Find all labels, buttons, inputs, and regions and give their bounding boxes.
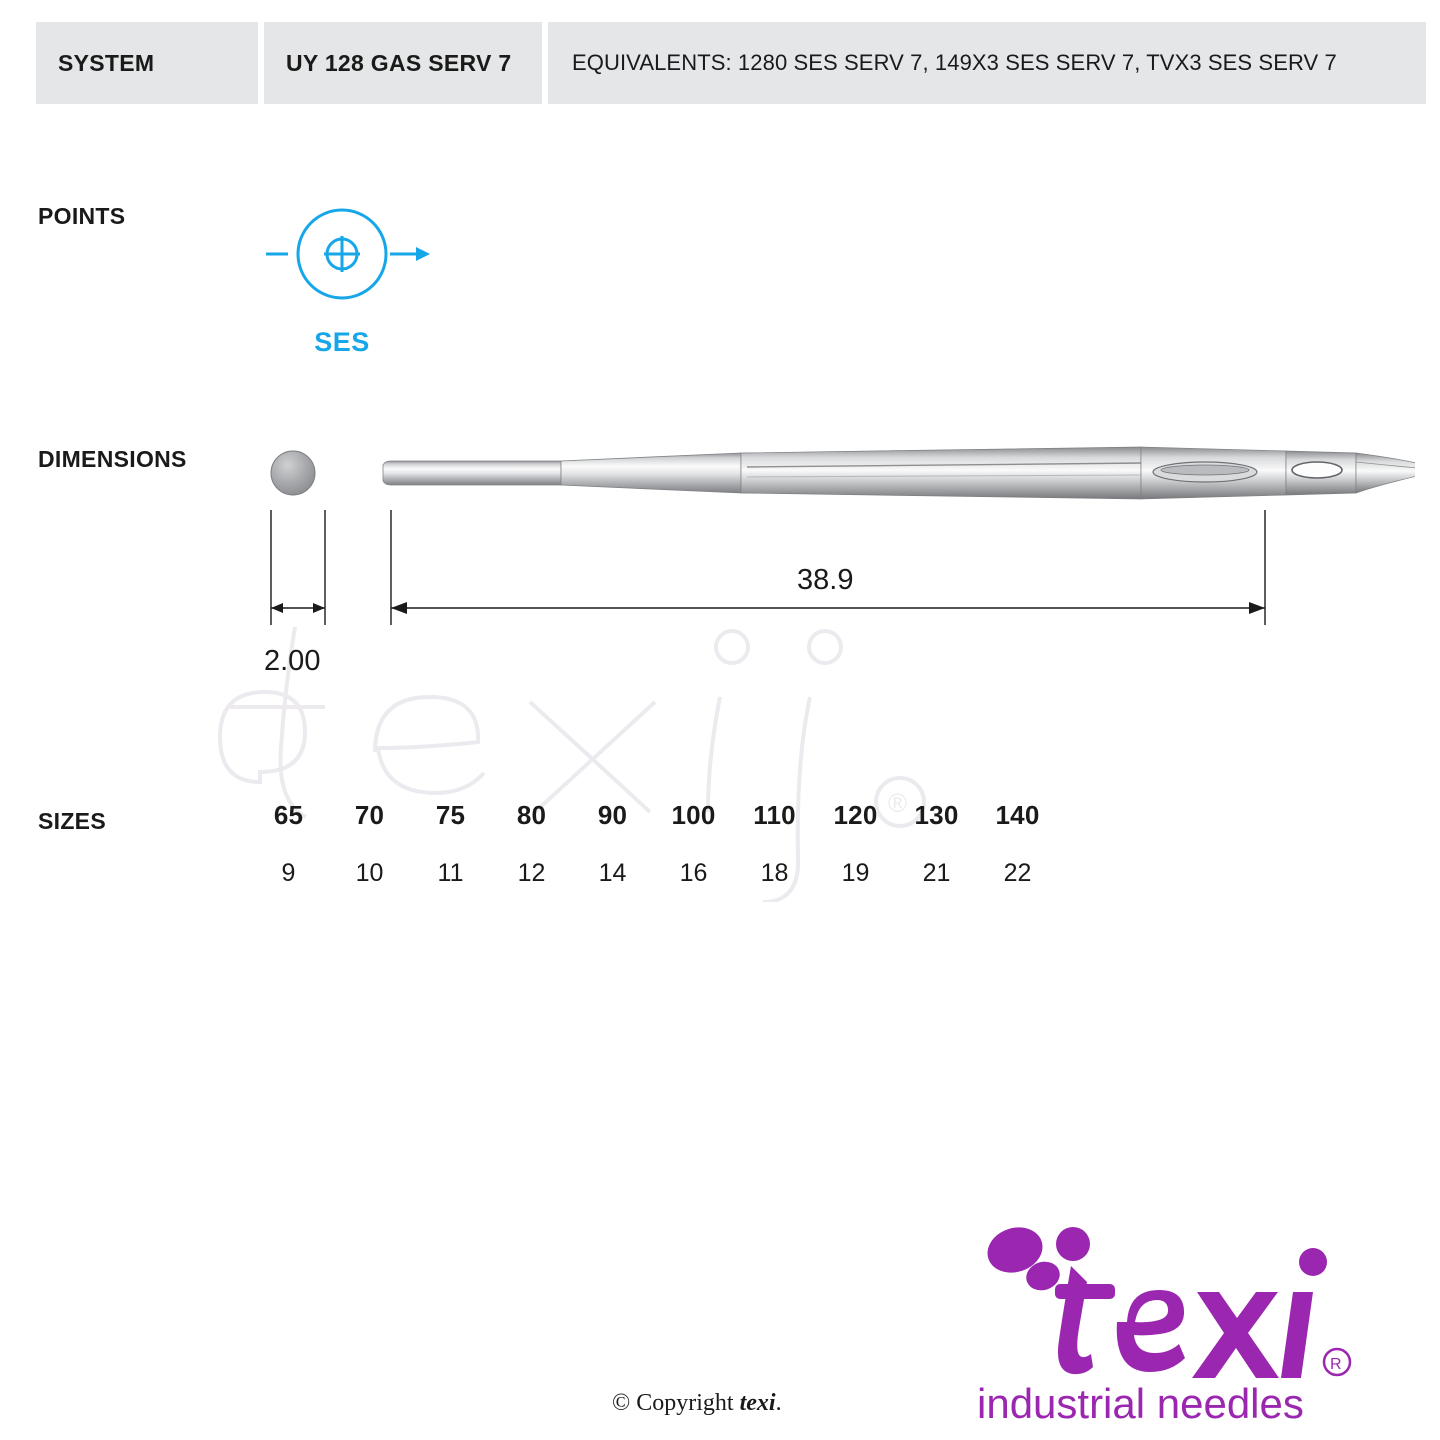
ball-point-icon xyxy=(258,205,458,335)
texi-logo xyxy=(975,1222,1405,1422)
copyright-prefix: © Copyright xyxy=(612,1390,740,1416)
size-imperial-cell: 16 xyxy=(679,859,708,887)
system-value: UY 128 GAS SERV 7 xyxy=(264,22,542,104)
size-metric-cell: 70 xyxy=(354,800,385,830)
svg-text:®: ® xyxy=(888,788,908,818)
sizes-metric-row xyxy=(248,800,1068,831)
dimensions-section-label: DIMENSIONS xyxy=(38,446,187,472)
size-metric-cell: 90 xyxy=(597,800,628,830)
size-imperial-cell: 9 xyxy=(281,859,296,887)
size-metric-cell: 130 xyxy=(914,800,959,830)
needle-illustration xyxy=(383,447,1415,499)
points-section-label: POINTS xyxy=(38,203,126,229)
shank-cross-section xyxy=(271,451,315,495)
size-imperial-cell: 10 xyxy=(355,859,384,887)
copyright-suffix: . xyxy=(775,1390,782,1416)
shank-diameter-value: 2.00 xyxy=(264,645,321,677)
svg-text:R: R xyxy=(1330,1356,1342,1373)
sizes-imperial-row xyxy=(248,859,1068,888)
size-imperial-cell: 19 xyxy=(841,859,870,887)
sizes-table xyxy=(248,800,1068,888)
size-metric-cell: 65 xyxy=(273,800,304,830)
size-metric-cell: 110 xyxy=(753,800,796,830)
copyright-notice xyxy=(612,1390,782,1417)
system-label: SYSTEM xyxy=(36,22,258,104)
size-imperial-cell: 21 xyxy=(922,859,951,887)
svg-text:industrial needles: industrial needles xyxy=(977,1380,1304,1422)
copyright-brand: texi xyxy=(739,1390,776,1416)
size-imperial-cell: 14 xyxy=(598,859,627,887)
size-metric-cell: 75 xyxy=(435,800,466,830)
size-imperial-cell: 11 xyxy=(437,859,464,887)
size-metric-cell: 140 xyxy=(995,800,1040,830)
system-header-row xyxy=(36,22,1426,104)
size-metric-cell: 120 xyxy=(833,800,878,830)
size-metric-cell: 80 xyxy=(516,800,547,830)
sizes-section-label: SIZES xyxy=(38,808,106,834)
size-metric-cell: 100 xyxy=(671,800,716,830)
point-type-group xyxy=(258,205,458,375)
size-imperial-cell: 18 xyxy=(760,859,789,887)
size-imperial-cell: 22 xyxy=(1003,859,1032,887)
total-length-value: 38.9 xyxy=(797,564,854,596)
point-type-name: SES xyxy=(314,327,370,357)
size-imperial-cell: 12 xyxy=(517,859,546,887)
equivalents-value: EQUIVALENTS: 1280 SES SERV 7, 149X3 SES SERV 7, TVX3 SES SERV 7 xyxy=(548,22,1426,104)
